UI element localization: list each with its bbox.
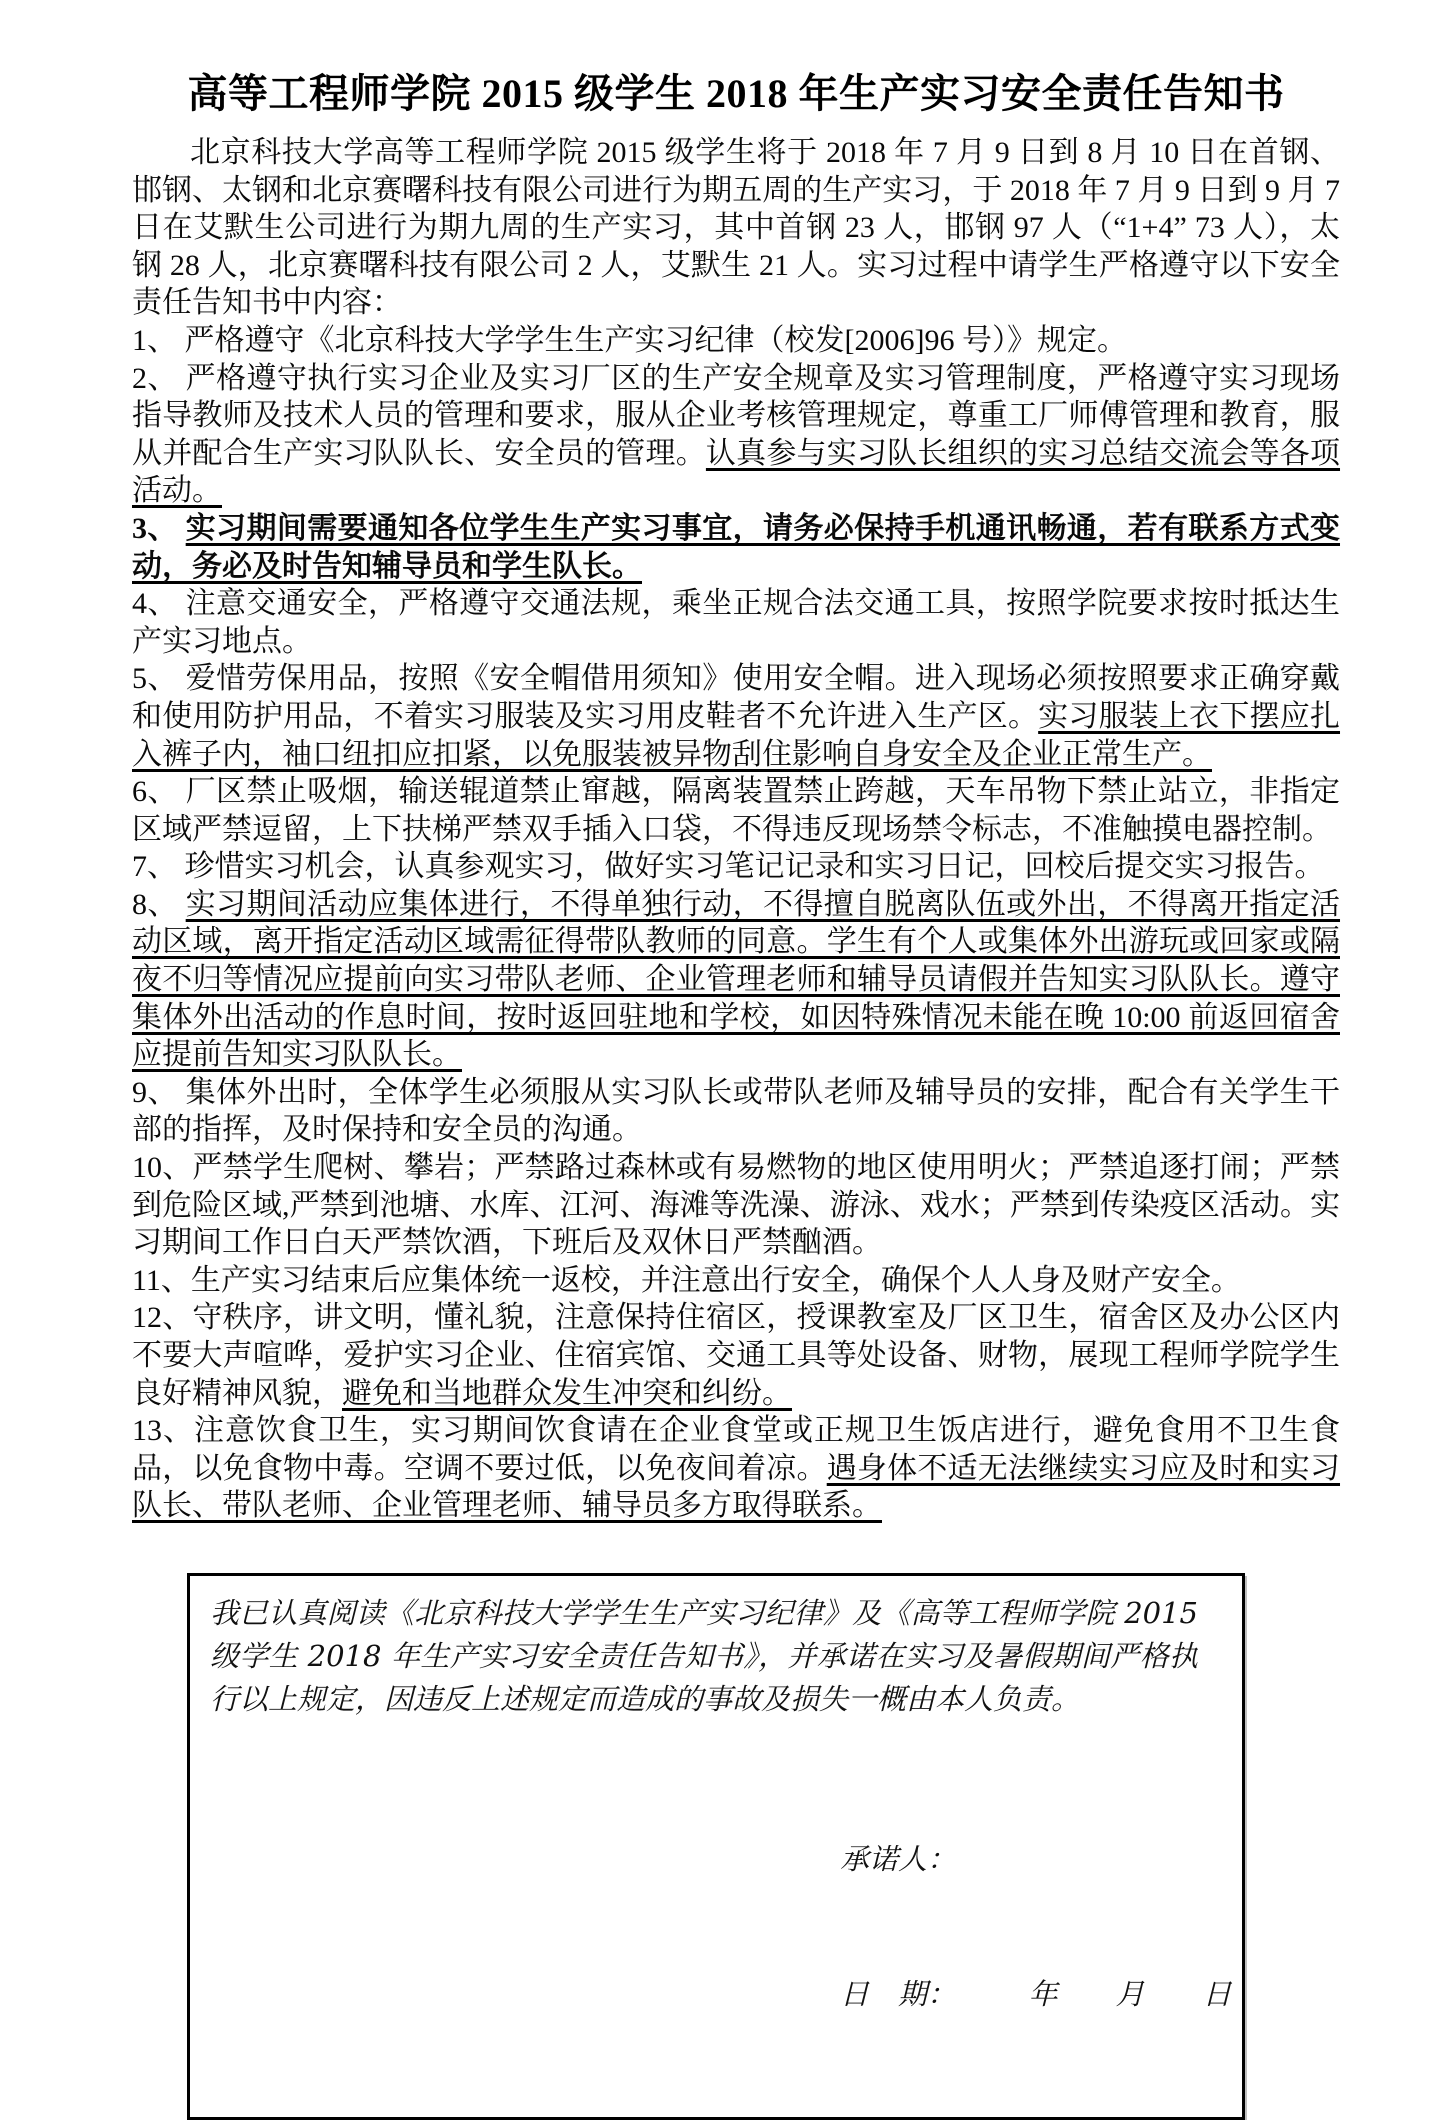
notice-item-9 <box>132 1074 1340 1149</box>
item-4-text: 4、 注意交通安全，严格遵守交通法规，乘坐正规合法交通工具，按照学院要求按时抵达生产实习地点。 <box>132 587 1340 658</box>
pledge-box <box>187 1573 1245 2120</box>
notice-item-6 <box>132 773 1340 848</box>
item-12-underlined-text: 避免和当地群众发生冲突和纠纷。 <box>342 1376 792 1410</box>
notice-item-13 <box>132 1412 1340 1525</box>
item-8-underlined-text: 实习期间活动应集体进行，不得单独行动，不得擅自脱离队伍或外出，不得离开指定活动区域，离开指定活动区域需征得带队教师的同意。学生有个人或集体外出游玩或回家或隔夜不归等情况应提前向实习带队老师、企业管理老师和辅导员请假并告知实习队队长。遵守集体外出活动的作息时间，按时返回驻地和学校，如因特殊情况未能在晚 10:00 前返回宿舍应提前告知实习队队长。 <box>132 887 1341 1072</box>
notice-item-8 <box>132 886 1340 1074</box>
notice-item-4 <box>132 585 1340 660</box>
notice-item-2 <box>132 360 1340 510</box>
intro-text: 北京科技大学高等工程师学院 2015 级学生将于 2018 年 7 月 9 日到 8 月 10 日在首钢、邯钢、太钢和北京赛曙科技有限公司进行为期五周的生产实习，于 2018 年 7 月 9 日到 9 月 7 日在艾默生公司进行为期九周的生产实习，其中首钢 23 人，邯钢 97 人（“1+4” 73 人），太钢 28 人，北京赛曙科技有限公司 2 人，艾默生 21 人。实习过程中请学生严格遵守以下安全责任告知书中内容： <box>132 136 1340 320</box>
item-7-text: 7、 珍惜实习机会，认真参观实习，做好实习笔记记录和实习日记，回校后提交实习报告。 <box>132 850 1325 884</box>
notice-item-3 <box>132 510 1340 585</box>
item-1-text: 1、 严格遵守《北京科技大学学生生产实习纪律（校发[2006]96 号）》规定。 <box>132 323 1127 357</box>
item-12-text: 12、守秩序，讲文明，懂礼貌，注意保持住宿区，授课教室及厂区卫生，宿舍区及办公区内不要大声喧哗，爱护实习企业、住宿宾馆、交通工具等处设备、财物，展现工程师学院学生良好精神风貌， <box>132 1301 1340 1410</box>
item-5-text: 5、 爱惜劳保用品，按照《安全帽借用须知》使用安全帽。进入现场必须按照要求正确穿戴和使用防护用品，不着实习服装及实习用皮鞋者不允许进入生产区。 <box>132 662 1340 733</box>
item-2-text: 2、 严格遵守执行实习企业及实习厂区的生产安全规章及实习管理制度，严格遵守实习现场指导教师及技术人员的管理和要求，服从企业考核管理规定，尊重工厂师傅管理和教育，服从并配合生产实习队队长、安全员的管理。 <box>132 361 1340 470</box>
page-title: 高等工程师学院 2015 级学生 2018 年生产实习安全责任告知书 <box>187 71 1285 116</box>
document-body <box>132 134 1340 1525</box>
intro-paragraph <box>132 134 1340 322</box>
item-2-underlined-text: 认真参与实习队长组织的实习总结交流会等各项活动。 <box>132 436 1341 508</box>
item-10-text: 10、严禁学生爬树、攀岩；严禁路过森林或有易燃物的地区使用明火；严禁追逐打闹；严禁到危险区域,严禁到池塘、水库、江河、海滩等洗澡、游泳、戏水；严禁到传染疫区活动。实习期间工作日白天严禁饮酒，下班后及双休日严禁酗酒。 <box>132 1151 1340 1260</box>
date-line: 日 期： 年 月 日 <box>840 1976 1232 2011</box>
notice-item-5 <box>132 660 1340 773</box>
pledge-statement: 我已认真阅读《北京科技大学学生生产实习纪律》及《高等工程师学院 2015 级学生 2018 年生产实习安全责任告知书》，并承诺在实习及暑假期间严格执行以上规定，因违反上述规定而造成的事故及损失一概由本人负责。 <box>210 1595 1198 1716</box>
signature-block <box>840 1747 1232 2107</box>
notice-item-10 <box>132 1149 1340 1262</box>
item-9-text: 9、 集体外出时，全体学生必须服从实习队长或带队老师及辅导员的安排，配合有关学生干部的指挥，及时保持和安全员的沟通。 <box>132 1075 1340 1147</box>
notice-item-12 <box>132 1299 1340 1412</box>
notice-item-7 <box>132 848 1340 886</box>
item-13-underlined-text: 遇身体不适无法继续实习应及时和实习队长、带队老师、企业管理老师、辅导员多方取得联系。 <box>132 1451 1341 1523</box>
item-13-text: 13、注意饮食卫生，实习期间饮食请在企业食堂或正规卫生饭店进行，避免食用不卫生食品，以免食物中毒。空调不要过低，以免夜间着凉。 <box>132 1414 1340 1485</box>
notice-item-11 <box>132 1262 1340 1300</box>
item-8-marker: 8、 <box>132 887 186 921</box>
item-3-marker: 3、 <box>132 511 186 545</box>
item-3-bold-underlined-text: 实习期间需要通知各位学生生产实习事宜，请务必保持手机通讯畅通，若有联系方式变动，务必及时告知辅导员和学生队长。 <box>132 511 1341 583</box>
item-11-text: 11、生产实习结束后应集体统一返校，并注意出行安全，确保个人人身及财产安全。 <box>132 1263 1241 1297</box>
signer-line: 承诺人： <box>840 1841 957 1876</box>
notice-item-1 <box>132 322 1340 360</box>
item-5-underlined-text: 实习服装上衣下摆应扎入裤子内，袖口纽扣应扣紧，以免服装被异物刮住影响自身安全及企业正常生产。 <box>132 699 1341 771</box>
item-6-text: 6、 厂区禁止吸烟，输送辊道禁止窜越，隔离装置禁止跨越，天车吊物下禁止站立，非指定区域严禁逗留，上下扶梯严禁双手插入口袋，不得违反现场禁令标志，不准触摸电器控制。 <box>132 775 1340 846</box>
